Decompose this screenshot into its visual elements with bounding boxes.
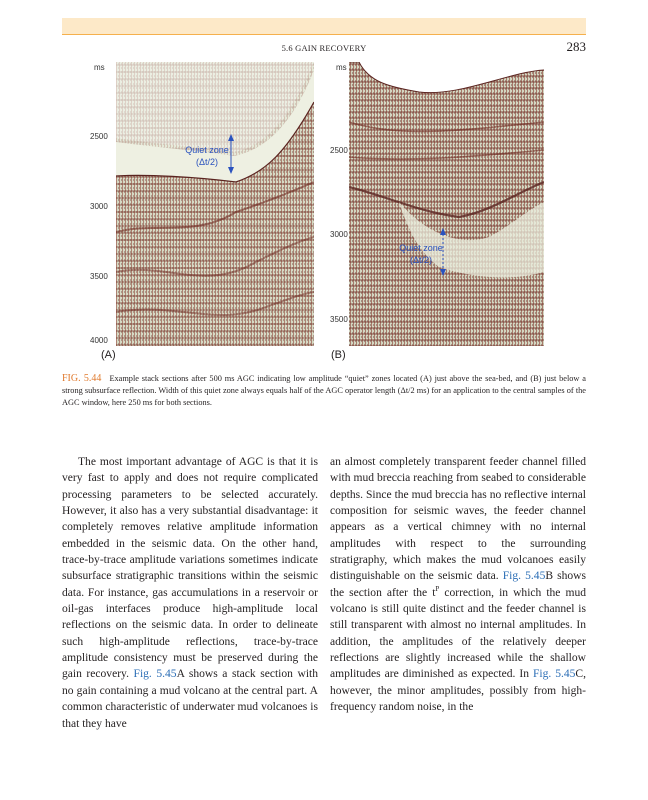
seismic-section-b [349, 62, 544, 346]
panel-a-quiet-zone-label [176, 144, 238, 168]
panel-b-tick: 3500 [330, 315, 348, 324]
panel-b-label: (B) [331, 349, 346, 361]
paragraph-text: B shows the section after the t [330, 570, 587, 599]
panel-a-tick: 3500 [90, 272, 108, 281]
panel-a-tick: 4000 [90, 336, 108, 345]
panel-a-label: (A) [101, 349, 116, 361]
seismic-section-a [116, 62, 314, 346]
quiet-zone-width: (Δt/2) [409, 255, 432, 265]
panel-b-tick: 2500 [330, 146, 348, 155]
quiet-zone-width: (Δt/2) [195, 157, 218, 167]
figure-reference-link[interactable]: Fig. 5.45 [133, 668, 177, 681]
paragraph-text: The most important advantage of AGC is that it is very fast to apply and does not require complicated processing parameters to be selected accurately. However, it also has a very substantial disadvantage: it completely removes relative amplitude information embedded in the seismic data. On the other hand, trace-by-trace amplitude variations sometimes indicate subsurface stratigraphic transitions within the seismic data. For instance, gas accumulations in a reservoir or oil-gas interfaces produce high-amplitude local reflections on the seismic data. In order to delineate such high-amplitude reflections, trace-by-trace amplitude consistency must be preserved during the gain recovery. [62, 456, 318, 681]
quiet-zone-text: Quiet zone [399, 243, 443, 253]
figure-reference-link[interactable]: Fig. 5.45 [532, 668, 576, 681]
body-column-left [62, 454, 318, 732]
paragraph-text: A shows a stack section with no gain containing a mud volcano at the central part. A common characteristic of underwater mud volcanoes is that they have [62, 668, 319, 730]
running-head [62, 41, 586, 57]
paragraph-text: C, however, the minor amplitudes, possibly from high-frequency random noise, in the [330, 668, 586, 714]
panel-a-tick: 2500 [90, 132, 108, 141]
paragraph [62, 454, 318, 732]
caption-text: Example stack sections after 500 ms AGC indicating low amplitude “quiet” zones located (A) just above the sea-bed, and (B) just below a strong subsurface reflection. Width of this quiet zone always equals half of the AGC operator length (Δt/2 ms) for an application to the central samples of the AGC window, here 250 ms for both sections. [62, 374, 586, 407]
figure-label: FIG. 5.44 [62, 373, 102, 384]
page-number: 283 [566, 39, 586, 54]
paragraph [330, 454, 586, 716]
figure-caption [62, 373, 586, 409]
paragraph-text: an almost completely transparent feeder channel filled with mud breccia reaching from seabed to considerable depths. Since the mud breccia has no reflective internal composition for seismic waves, the feeder channel appears as a vertical chimney with no internal amplitudes with respect to the surrounding stratigraphy, which makes the mud volcanoes easily distinguishable on the seismic data. [330, 456, 586, 583]
body-column-right [330, 454, 586, 716]
panel-b-axis-unit: ms [336, 63, 347, 72]
header-rule [62, 34, 586, 35]
figure-reference-link[interactable]: Fig. 5.45 [502, 570, 546, 583]
panel-b-tick: 3000 [330, 230, 348, 239]
panel-b-quiet-zone-label [390, 242, 452, 266]
panel-a-tick: 3000 [90, 202, 108, 211]
section-title: 5.6 GAIN RECOVERY [281, 43, 367, 53]
quiet-zone-text: Quiet zone [185, 145, 229, 155]
paragraph-text: correction, in which the mud volcano is still quite distinct and the feeder channel is still transparent with almost no internal amplitudes. In addition, the amplitudes of the relatively deeper reflections are slightly increased while the shallow amplitudes are diminished as expected. In [330, 586, 586, 681]
superscript: P [435, 584, 440, 593]
panel-a-axis-unit: ms [94, 63, 105, 72]
header-bar [62, 18, 586, 34]
